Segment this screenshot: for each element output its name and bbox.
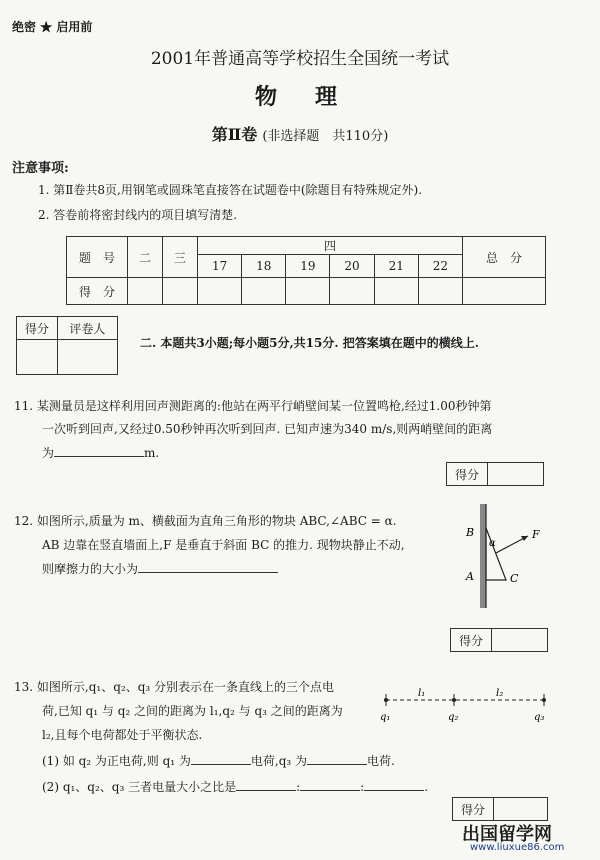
q13-figure [380,686,550,726]
volume-note: (非选择题 共110分) [262,129,389,144]
q13-colon: : [360,780,365,794]
q12-line2: AB 边靠在竖直墙面上,F 是垂直于斜面 BC 的推力. 现物块静止不动, [42,538,405,552]
q13-sub1-b: 电荷,q₃ 为 [250,754,307,768]
score-cell[interactable] [330,278,374,305]
q11-unit: m. [144,446,160,460]
charge-q2 [452,698,456,702]
score-cell[interactable] [463,278,546,305]
q13-q1-blank[interactable] [191,764,251,765]
col-four: 四 [198,237,463,255]
label-l2: l₂ [496,688,504,699]
score-box [446,462,544,486]
note-item: 2. 答卷前将密封线内的项目填写清楚. [38,208,238,222]
notes-heading: 注意事项: [12,161,69,176]
label-q2: q₂ [448,712,459,723]
volume-line [0,122,600,145]
triangle-block [486,528,506,580]
label-b: B [466,526,475,539]
q13-ratio-blank-1[interactable] [236,790,296,791]
label-l1: l₁ [418,688,426,699]
grader-box [16,316,118,375]
score-box-cell[interactable] [492,629,548,652]
q12-line1: 12. 如图所示,质量为 m、横截面为直角三角形的物块 ABC,∠ABC = α. [14,514,397,528]
score-box-label: 得分 [453,798,494,821]
q11-line2: 一次听到回声,又经过0.50秒钟再次听到回声. 已知声速为340 m/s,则两峭壁间的距离 [42,422,493,436]
q12-answer-blank[interactable] [138,572,278,573]
score-box [452,797,548,821]
q11-line1: 11. 某测量员是这样利用回声测距离的:他站在两平行峭壁间某一位置鸣枪,经过1.00秒钟第 [14,399,492,413]
score-box-cell[interactable] [494,798,548,821]
q13-ratio-blank-2[interactable] [300,790,360,791]
note-item: 1. 第Ⅱ卷共8页,用钢笔或圆珠笔直接答在试题卷中(除题目有特殊规定外). [38,183,423,197]
exam-title: 2001年普通高等学校招生全国统一考试 [150,49,450,69]
subject-title: 物 理 [254,84,345,110]
q12-line3-text: 则摩擦力的大小为 [42,562,139,576]
row-label-score: 得 分 [67,278,128,305]
grader-score-cell[interactable] [17,340,58,375]
sub-col-17: 17 [198,255,242,278]
volume-label: 第Ⅱ卷 [211,125,258,144]
sub-col-21: 21 [374,255,418,278]
wall [480,504,486,608]
watermark-url: www.liuxue86.com [470,842,565,853]
q13-sub2 [42,778,428,795]
q13-colon: : [296,780,301,794]
col-three: 三 [163,237,198,278]
label-c: C [510,572,519,585]
q13-line3: l₂,且每个电荷都处于平衡状态. [42,728,203,742]
q13-line2: 荷,已知 q₁ 与 q₂ 之间的距离为 l₁,q₂ 与 q₃ 之间的距离为 [42,704,343,718]
grader-score-label: 得分 [17,317,58,340]
q11-line3 [42,444,159,461]
score-cell[interactable] [128,278,163,305]
label-q3: q₃ [534,712,545,723]
col-total: 总 分 [463,237,546,278]
score-box-label: 得分 [451,629,492,652]
watermark-cn: 出国留学网 [462,824,552,845]
sub-col-22: 22 [418,255,462,278]
q12-line3 [42,560,278,577]
score-table [66,236,546,305]
q11-prefix: 为 [42,446,55,460]
label-alpha: α [489,538,496,549]
row-label-number: 题 号 [67,237,128,278]
score-cell[interactable] [418,278,462,305]
score-cell[interactable] [198,278,242,305]
sub-col-19: 19 [286,255,330,278]
label-a: A [466,570,474,583]
q13-line1: 13. 如图所示,q₁、q₂、q₃ 分别表示在一条直线上的三个点电 [14,680,335,694]
score-cell[interactable] [163,278,198,305]
sub-col-20: 20 [330,255,374,278]
q13-sub1 [42,752,395,769]
q13-ratio-blank-3[interactable] [364,790,424,791]
grader-name-label: 评卷人 [57,317,117,340]
score-cell[interactable] [286,278,330,305]
q12-figure [458,502,558,612]
grader-name-cell[interactable] [57,340,117,375]
secret-label: 绝密 ★ 启用前 [12,20,93,34]
q13-sub2-text: (2) q₁、q₂、q₃ 三者电量大小之比是 [42,780,237,794]
q13-period: . [424,780,429,794]
score-box-label: 得分 [447,463,488,486]
q13-q3-blank[interactable] [307,764,367,765]
label-q1: q₁ [380,712,391,723]
score-box-cell[interactable] [488,463,544,486]
col-two: 二 [128,237,163,278]
score-cell[interactable] [374,278,418,305]
section2-heading: 二. 本题共3小题;每小题5分,共15分. 把答案填在题中的横线上. [140,336,479,350]
sub-col-18: 18 [242,255,286,278]
q13-sub1-c: 电荷. [367,754,395,768]
charge-q3 [542,698,546,702]
score-cell[interactable] [242,278,286,305]
q13-sub1-a: (1) 如 q₂ 为正电荷,则 q₁ 为 [42,754,191,768]
q11-answer-blank[interactable] [54,456,144,457]
charge-q1 [384,698,388,702]
score-box [450,628,548,652]
label-f: F [532,528,540,541]
